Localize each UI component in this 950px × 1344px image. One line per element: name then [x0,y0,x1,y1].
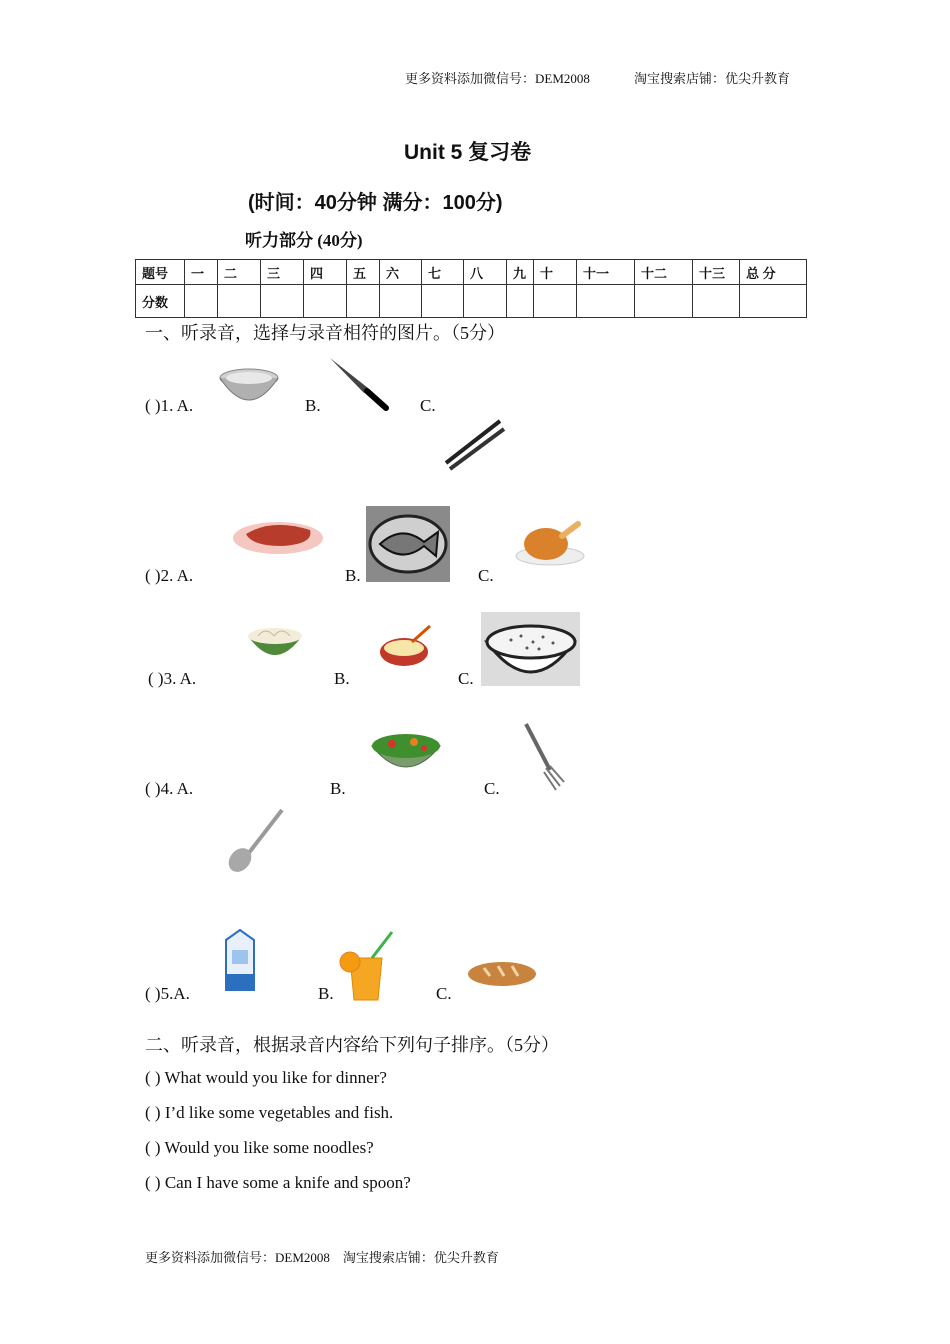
q1-option-c: C. [420,396,436,415]
section1-title: 一、听录音，选择与录音相符的图片。（5分） [145,323,505,343]
q4-option-b: B. [330,779,346,798]
q3-option-c: C. [458,669,474,688]
beef-icon [232,516,324,556]
table-cell: 三 [261,260,304,285]
q3-option-b: B. [334,669,350,688]
table-cell: 分数 [136,285,185,318]
table-cell: 十二 [635,260,693,285]
table-cell: 六 [380,260,422,285]
footer-text: 更多资料添加微信号：DEM2008 淘宝搜索店铺：优尖升教育 [145,1250,499,1265]
score-cell[interactable] [693,285,740,318]
q1-number: ( )1. A. [145,396,194,415]
vegetables-icon [370,728,442,778]
table-cell: 五 [347,260,380,285]
chicken-icon [514,518,586,566]
page-subtitle: (时间：40分钟 满分：100分) [248,192,503,214]
table-cell: 八 [464,260,507,285]
table-cell: 十一 [577,260,635,285]
q5-number: ( )5.A. [145,984,190,1003]
table-cell: 一 [185,260,218,285]
q2-option-b: B. [345,566,361,585]
q1-option-b: B. [305,396,321,415]
fork-icon [520,720,570,792]
noodles-icon [246,622,304,666]
score-cell[interactable] [464,285,507,318]
listening-label: 听力部分 (40分) [245,231,363,250]
table-cell: 九 [507,260,534,285]
q2-number: ( )2. A. [145,566,194,585]
header-wechat: 更多资料添加微信号：DEM2008 [405,71,590,86]
score-cell[interactable] [261,285,304,318]
score-cell[interactable] [577,285,635,318]
rice-icon [481,612,580,686]
score-cell[interactable] [422,285,464,318]
q3-number: ( )3. A. [148,669,197,688]
list-item: ( ) Can I have some a knife and spoon? [145,1173,411,1192]
score-cell[interactable] [218,285,261,318]
score-cell[interactable] [185,285,218,318]
header-shop: 淘宝搜索店铺：优尖升教育 [634,71,791,86]
soup-icon [378,622,434,670]
q2-option-c: C. [478,566,494,585]
score-table-score-row [136,285,807,318]
table-cell: 七 [422,260,464,285]
score-cell[interactable] [635,285,693,318]
score-cell[interactable] [507,285,534,318]
q4-option-c: C. [484,779,500,798]
table-cell: 题号 [136,260,185,285]
q4-number: ( )4. A. [145,779,194,798]
chopsticks-icon [442,417,506,473]
table-cell: 十 [534,260,577,285]
list-item: ( ) Would you like some noodles? [145,1138,374,1157]
score-table-header-row [136,260,807,285]
table-cell: 二 [218,260,261,285]
list-item: ( ) I’d like some vegetables and fish. [145,1103,394,1122]
q5-option-c: C. [436,984,452,1003]
score-cell[interactable] [380,285,422,318]
table-cell: 总 分 [740,260,807,285]
bread-icon [466,958,538,990]
score-cell[interactable] [534,285,577,318]
score-table [135,259,807,318]
list-item: ( ) What would you like for dinner? [145,1068,387,1087]
fish-icon [366,506,450,582]
juice-icon [338,930,396,1002]
score-cell[interactable] [740,285,807,318]
section2-title: 二、听录音，根据录音内容给下列句子排序。（5分） [145,1035,559,1055]
table-cell: 四 [304,260,347,285]
knife-icon [328,356,390,412]
table-cell: 十三 [693,260,740,285]
q5-option-b: B. [318,984,334,1003]
page-title: Unit 5 复习卷 [404,141,532,164]
bowl-icon [218,366,280,410]
milk-icon [220,928,262,992]
score-cell[interactable] [347,285,380,318]
score-cell[interactable] [304,285,347,318]
spoon-icon [224,806,286,874]
